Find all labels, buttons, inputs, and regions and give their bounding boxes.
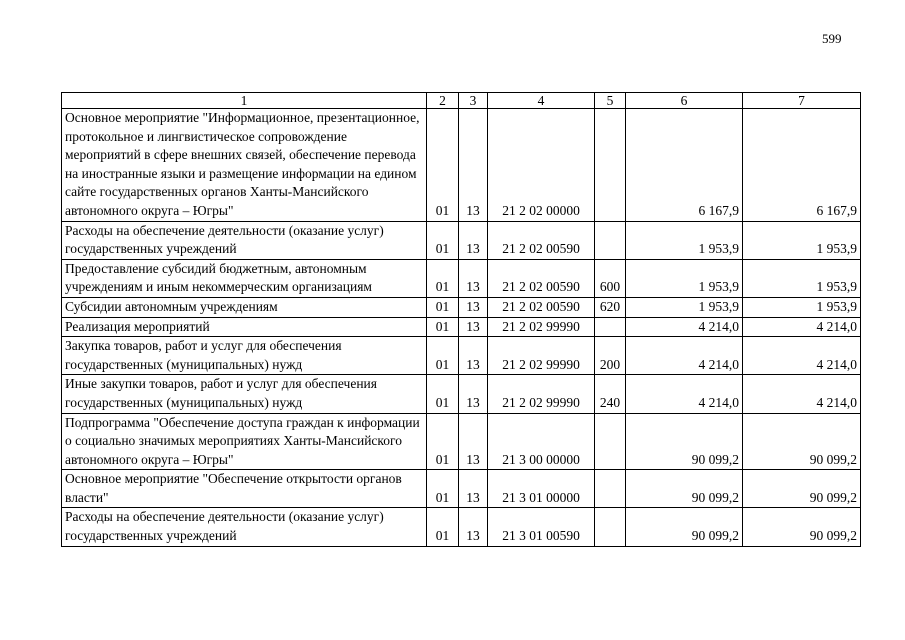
row-target-article: 21 3 01 00590: [488, 508, 595, 546]
table-row: [62, 317, 861, 337]
row-amount-1: 6 167,9: [626, 109, 743, 222]
row-section: 01: [427, 508, 459, 546]
row-section: 01: [427, 317, 459, 337]
row-amount-1: 1 953,9: [626, 259, 743, 297]
column-header: 4: [488, 93, 595, 109]
row-section: 01: [427, 221, 459, 259]
row-subsection: 13: [459, 470, 488, 508]
row-amount-1: 4 214,0: [626, 375, 743, 413]
row-target-article: 21 2 02 99990: [488, 337, 595, 375]
row-target-article: 21 3 00 00000: [488, 413, 595, 470]
row-amount-2: 90 099,2: [743, 413, 861, 470]
table-row: [62, 297, 861, 317]
row-section: 01: [427, 470, 459, 508]
row-section: 01: [427, 375, 459, 413]
row-amount-1: 90 099,2: [626, 508, 743, 546]
row-subsection: 13: [459, 297, 488, 317]
row-amount-2: 1 953,9: [743, 221, 861, 259]
row-subsection: 13: [459, 221, 488, 259]
table-row: [62, 413, 861, 470]
row-amount-2: 4 214,0: [743, 317, 861, 337]
row-amount-2: 90 099,2: [743, 470, 861, 508]
row-amount-1: 4 214,0: [626, 337, 743, 375]
column-header: 3: [459, 93, 488, 109]
row-section: 01: [427, 297, 459, 317]
row-amount-2: 6 167,9: [743, 109, 861, 222]
row-expense-type: [595, 508, 626, 546]
row-expense-type: [595, 413, 626, 470]
row-amount-2: 4 214,0: [743, 375, 861, 413]
row-subsection: 13: [459, 259, 488, 297]
table-row: [62, 221, 861, 259]
header-row: [62, 93, 861, 109]
column-header: 5: [595, 93, 626, 109]
row-subsection: 13: [459, 317, 488, 337]
row-name: Иные закупки товаров, работ и услуг для обеспечения государственных (муниципальных) нужд: [62, 375, 427, 413]
row-subsection: 13: [459, 109, 488, 222]
row-amount-1: 1 953,9: [626, 221, 743, 259]
row-expense-type: 200: [595, 337, 626, 375]
page-number: 599: [822, 31, 842, 46]
row-amount-2: 1 953,9: [743, 297, 861, 317]
row-section: 01: [427, 259, 459, 297]
row-expense-type: [595, 221, 626, 259]
table-row: [62, 109, 861, 222]
row-subsection: 13: [459, 375, 488, 413]
row-amount-1: 90 099,2: [626, 413, 743, 470]
row-name: Основное мероприятие "Обеспечение открытости органов власти": [62, 470, 427, 508]
row-amount-2: 1 953,9: [743, 259, 861, 297]
row-amount-1: 90 099,2: [626, 470, 743, 508]
row-target-article: 21 3 01 00000: [488, 470, 595, 508]
table-row: [62, 470, 861, 508]
row-expense-type: [595, 109, 626, 222]
column-header: 2: [427, 93, 459, 109]
table-row: [62, 259, 861, 297]
row-target-article: 21 2 02 99990: [488, 317, 595, 337]
row-amount-2: 90 099,2: [743, 508, 861, 546]
row-target-article: 21 2 02 99990: [488, 375, 595, 413]
budget-table: [61, 92, 861, 547]
row-expense-type: [595, 317, 626, 337]
row-target-article: 21 2 02 00590: [488, 221, 595, 259]
table-row: [62, 337, 861, 375]
row-name: Расходы на обеспечение деятельности (оказание услуг) государственных учреждений: [62, 221, 427, 259]
row-target-article: 21 2 02 00590: [488, 259, 595, 297]
row-name: Закупка товаров, работ и услуг для обеспечения государственных (муниципальных) нужд: [62, 337, 427, 375]
row-amount-1: 1 953,9: [626, 297, 743, 317]
table-row: [62, 375, 861, 413]
table-row: [62, 508, 861, 546]
column-header: 1: [62, 93, 427, 109]
row-expense-type: 620: [595, 297, 626, 317]
row-name: Расходы на обеспечение деятельности (оказание услуг) государственных учреждений: [62, 508, 427, 546]
row-section: 01: [427, 109, 459, 222]
row-subsection: 13: [459, 337, 488, 375]
row-subsection: 13: [459, 508, 488, 546]
column-header: 7: [743, 93, 861, 109]
row-name: Реализация мероприятий: [62, 317, 427, 337]
row-expense-type: 240: [595, 375, 626, 413]
row-section: 01: [427, 413, 459, 470]
row-subsection: 13: [459, 413, 488, 470]
row-name: Подпрограмма "Обеспечение доступа граждан к информации о социально значимых мероприятиях Ханты-Мансийского автономного округа – Югры": [62, 413, 427, 470]
row-expense-type: [595, 470, 626, 508]
row-amount-2: 4 214,0: [743, 337, 861, 375]
row-target-article: 21 2 02 00590: [488, 297, 595, 317]
row-name: Субсидии автономным учреждениям: [62, 297, 427, 317]
row-amount-1: 4 214,0: [626, 317, 743, 337]
row-name: Основное мероприятие "Информационное, презентационное, протокольное и лингвистическое сопровождение мероприятий в сфере внешних связей, обеспечение перевода на иностранные языки и размещение информации на едином сайте государственных органов Ханты-Мансийского автономного округа – Югры": [62, 109, 427, 222]
column-header: 6: [626, 93, 743, 109]
row-section: 01: [427, 337, 459, 375]
row-name: Предоставление субсидий бюджетным, автономным учреждениям и иным некоммерческим организациям: [62, 259, 427, 297]
row-target-article: 21 2 02 00000: [488, 109, 595, 222]
row-expense-type: 600: [595, 259, 626, 297]
